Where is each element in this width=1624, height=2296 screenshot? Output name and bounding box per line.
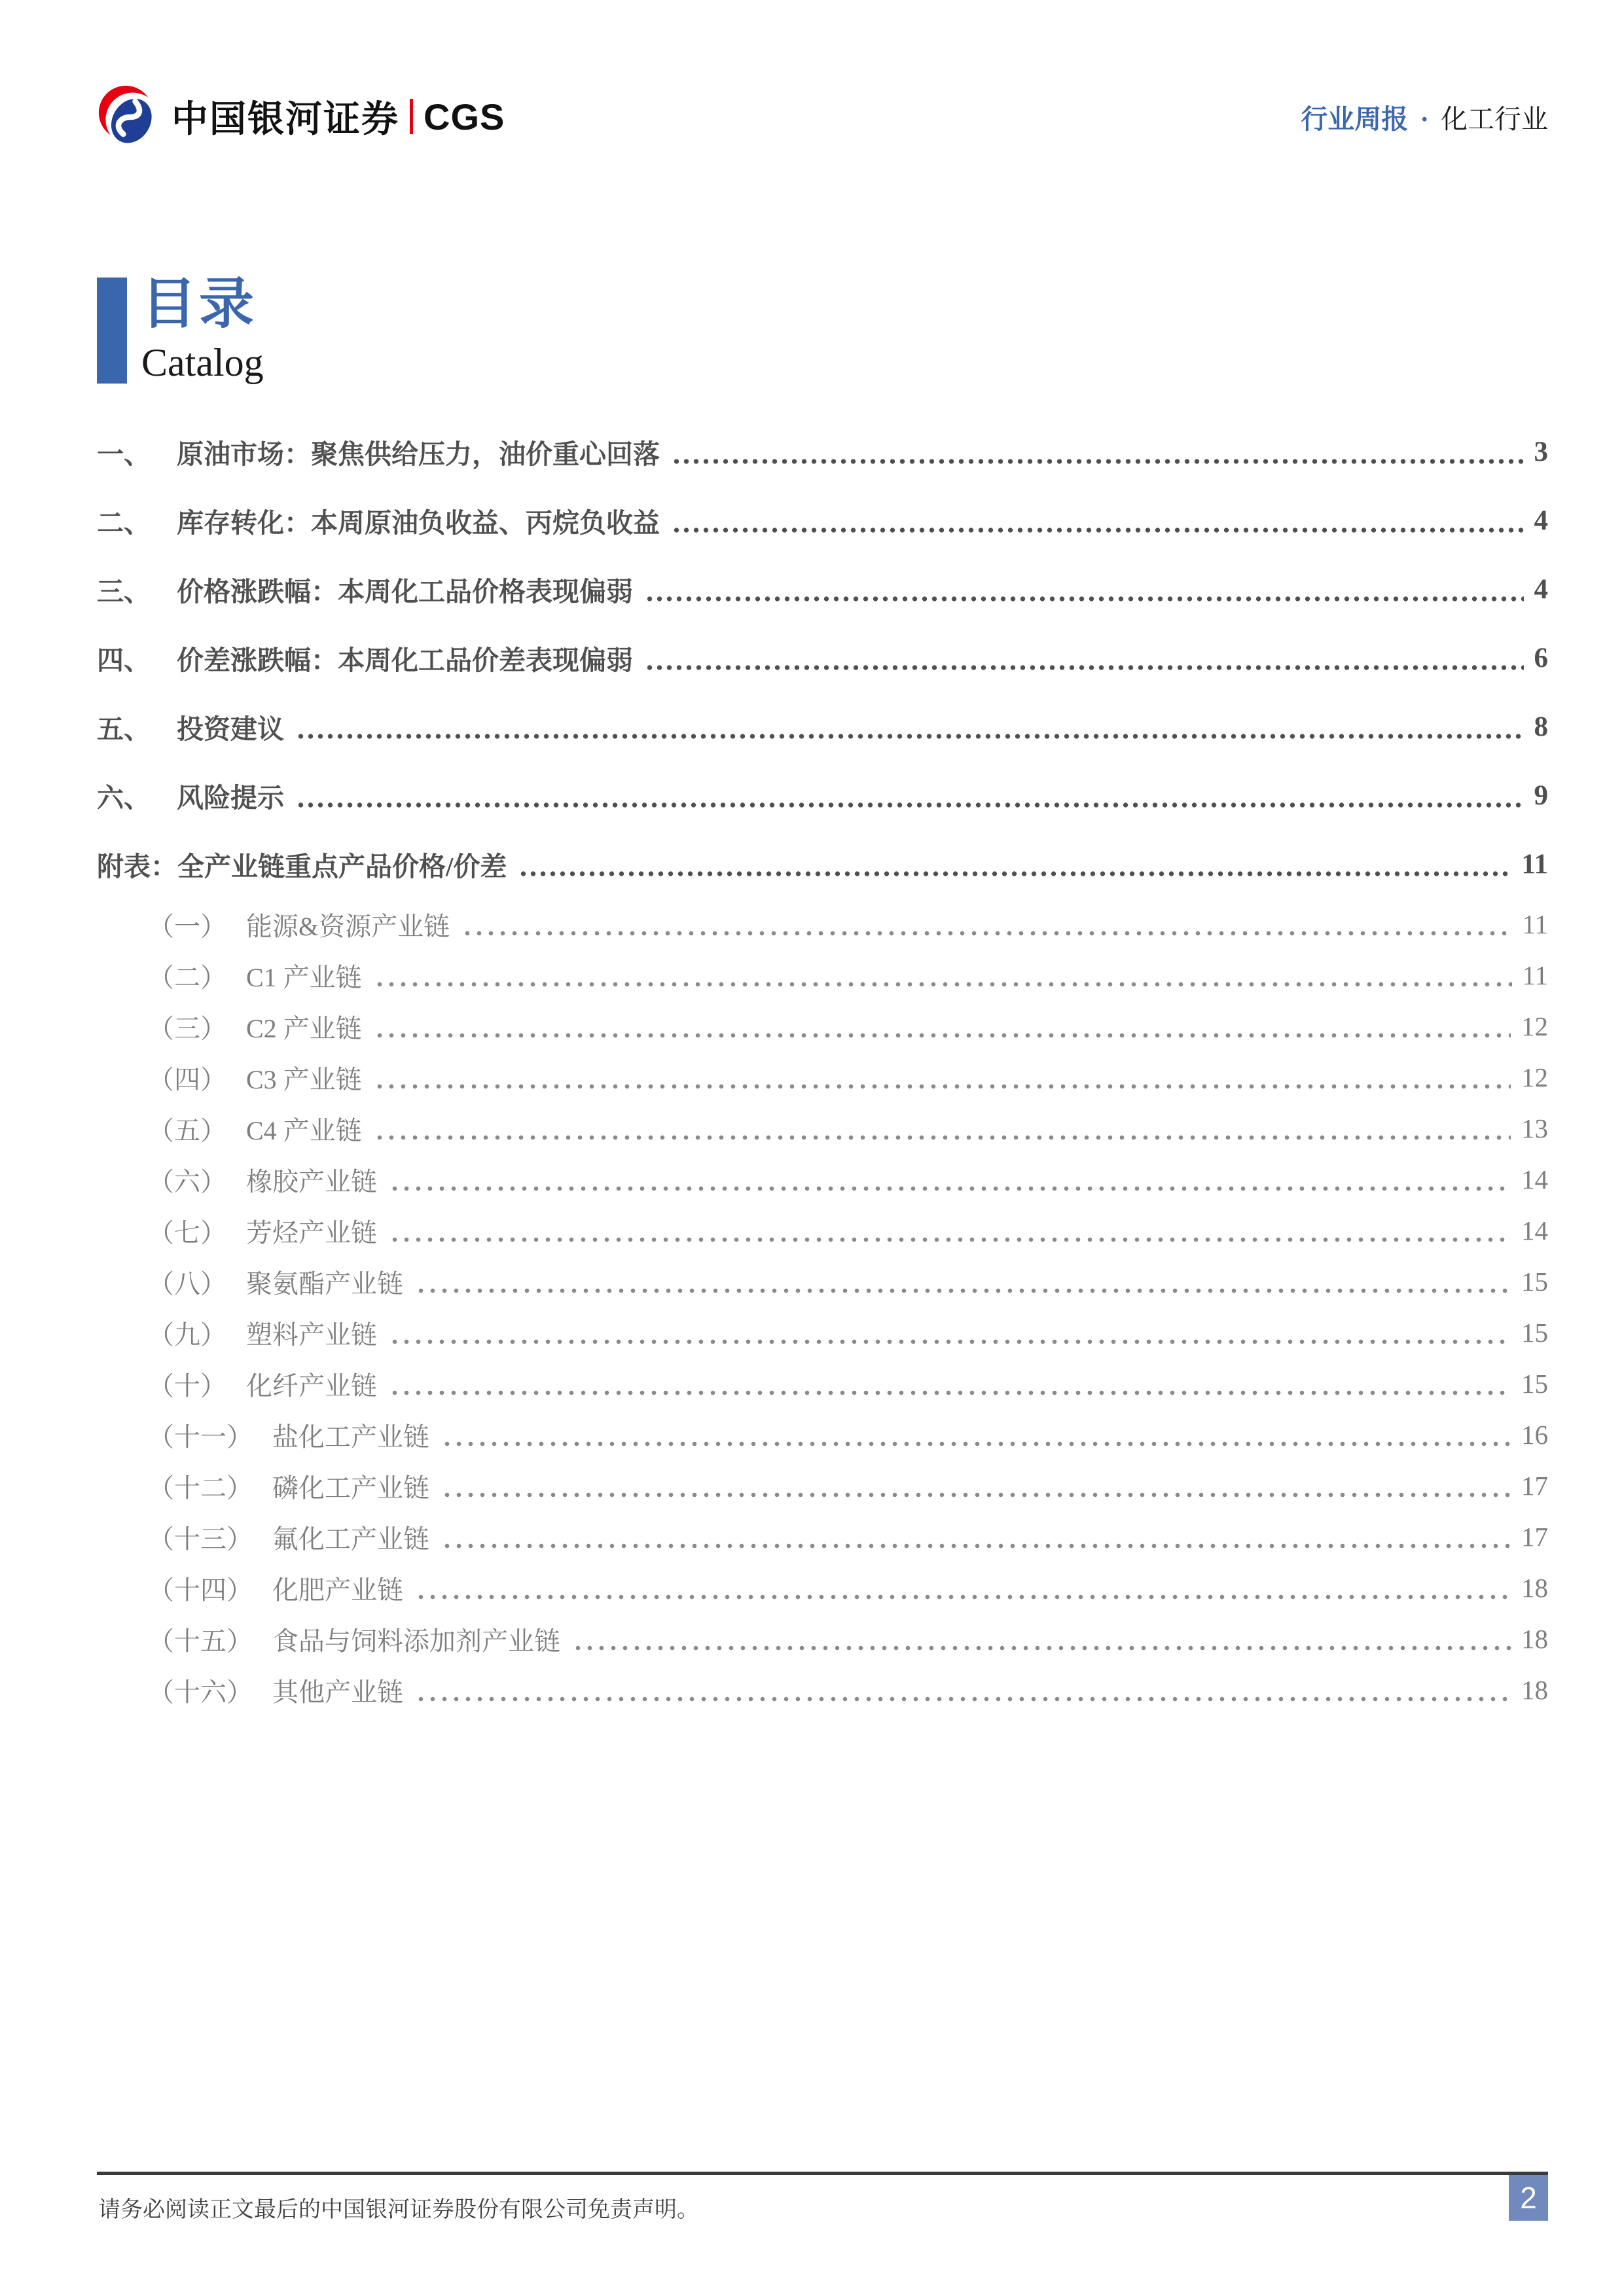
page-number-badge: 2	[1509, 2175, 1548, 2221]
toc-sub-entry[interactable]	[97, 1307, 1548, 1358]
toc-entry-label: 投资建议	[177, 714, 284, 744]
toc-entry-number: 五、	[97, 714, 151, 744]
toc-sub-entry[interactable]	[97, 1256, 1548, 1307]
toc-entry-label: 附表：全产业链重点产品价格/价差	[97, 852, 507, 882]
toc-entry-page-number: 17	[1521, 1471, 1548, 1501]
toc-dot-leader	[415, 1696, 1511, 1702]
toc-dot-leader	[374, 1032, 1511, 1039]
toc-dot-leader	[296, 802, 1524, 808]
toc-entry-label: 氟化工产业链	[272, 1524, 429, 1554]
separator-dot: ·	[1420, 103, 1429, 134]
table-of-contents	[97, 418, 1548, 1715]
toc-entry-number: （八）	[148, 1268, 226, 1299]
footer-divider	[97, 2172, 1548, 2175]
toc-entry-label: 塑料产业链	[246, 1319, 377, 1350]
toc-entry-number: （十四）	[148, 1575, 253, 1605]
toc-entry-page-number: 11	[1521, 849, 1548, 880]
catalog-title-block	[97, 274, 264, 384]
toc-entry-label: 橡胶产业链	[246, 1166, 377, 1196]
brand-logo	[97, 85, 505, 148]
toc-entry-page-number: 9	[1534, 780, 1548, 811]
toc-entry[interactable]	[97, 761, 1548, 830]
toc-entry-page-number: 14	[1521, 1164, 1548, 1194]
toc-entry-page-number: 6	[1534, 643, 1548, 673]
toc-entry[interactable]	[97, 486, 1548, 555]
toc-dot-leader	[389, 1338, 1511, 1345]
toc-entry-page-number: 12	[1521, 1062, 1548, 1092]
page-header	[97, 77, 1548, 156]
toc-sub-entry[interactable]	[97, 1613, 1548, 1664]
toc-sub-entry[interactable]	[97, 1001, 1548, 1052]
toc-entry-label: 盐化工产业链	[272, 1422, 429, 1452]
toc-sub-entry[interactable]	[97, 1562, 1548, 1613]
toc-entry-page-number: 3	[1534, 437, 1548, 467]
toc-entry-page-number: 14	[1521, 1215, 1548, 1246]
page-title: 目录	[141, 274, 257, 335]
toc-entry-label: 原油市场：聚焦供给压力，油价重心回落	[177, 439, 660, 469]
page-title-en: Catalog	[141, 341, 264, 384]
toc-entry-label: C1 产业链	[246, 962, 362, 992]
toc-sub-entry[interactable]	[97, 1052, 1548, 1103]
toc-entry-label: C2 产业链	[246, 1013, 362, 1043]
toc-entry-page-number: 4	[1534, 574, 1548, 605]
logo-text-cn: 中国银河证券	[171, 98, 399, 139]
toc-entry-number: 二、	[97, 508, 151, 538]
toc-entry-number: （三）	[148, 1013, 226, 1043]
toc-entry-label: C3 产业链	[246, 1064, 362, 1094]
toc-sub-entry[interactable]	[97, 1409, 1548, 1460]
toc-entry-label: 风险提示	[177, 783, 284, 813]
toc-entry-label: 价格涨跌幅：本周化工品价格表现偏弱	[177, 577, 633, 607]
toc-dot-leader	[461, 930, 1511, 937]
toc-entry-label: 能源&资源产业链	[246, 911, 450, 941]
toc-dot-leader	[374, 981, 1512, 988]
toc-dot-leader	[672, 458, 1524, 465]
toc-dot-leader	[296, 733, 1524, 740]
logo-text-en: CGS	[424, 96, 505, 137]
toc-sub-entry[interactable]	[97, 1154, 1548, 1205]
toc-entry-number: （十一）	[148, 1422, 253, 1452]
toc-entry-label: 磷化工产业链	[272, 1473, 429, 1503]
toc-sub-entry[interactable]	[97, 1205, 1548, 1256]
toc-entry-number: （十六）	[148, 1677, 253, 1707]
toc-entry-page-number: 17	[1521, 1522, 1548, 1552]
toc-dot-leader	[441, 1441, 1511, 1447]
toc-sub-entry[interactable]	[97, 1103, 1548, 1154]
toc-entry[interactable]	[97, 830, 1548, 899]
footer-disclaimer: 请务必阅读正文最后的中国银河证券股份有限公司免责声明。	[98, 2197, 699, 2222]
toc-entry-page-number: 16	[1521, 1420, 1548, 1450]
toc-entry-number: （十五）	[148, 1626, 253, 1656]
toc-entry-number: 一、	[97, 439, 151, 469]
toc-entry-label: 聚氨酯产业链	[246, 1268, 403, 1299]
logo-divider	[410, 99, 413, 134]
toc-entry-page-number: 15	[1521, 1318, 1548, 1348]
toc-entry-number: （七）	[148, 1217, 226, 1247]
toc-dot-leader	[415, 1287, 1511, 1294]
toc-sub-entry[interactable]	[97, 899, 1548, 950]
toc-entry-label: 库存转化：本周原油负收益、丙烷负收益	[177, 508, 660, 538]
toc-sub-entry[interactable]	[97, 1358, 1548, 1409]
toc-entry-label: 价差涨跌幅：本周化工品价差表现偏弱	[177, 645, 633, 675]
toc-entry-page-number: 8	[1534, 711, 1548, 742]
toc-entry[interactable]	[97, 624, 1548, 692]
toc-entry-label: C4 产业链	[246, 1115, 362, 1145]
toc-dot-leader	[374, 1083, 1511, 1090]
toc-entry-number: （二）	[148, 962, 226, 992]
toc-entry-number: （十二）	[148, 1473, 253, 1503]
toc-dot-leader	[572, 1645, 1511, 1651]
toc-entry-number: 六、	[97, 783, 151, 813]
toc-entry-page-number: 15	[1521, 1369, 1548, 1399]
toc-entry-page-number: 11	[1522, 909, 1548, 939]
toc-entry-number: （一）	[148, 911, 226, 941]
toc-dot-leader	[441, 1492, 1511, 1498]
title-accent-bar	[97, 278, 127, 384]
toc-entry-number: （九）	[148, 1319, 226, 1350]
toc-entry-page-number: 15	[1521, 1266, 1548, 1297]
toc-sub-entry[interactable]	[97, 950, 1548, 1001]
toc-sub-entry[interactable]	[97, 1664, 1548, 1715]
toc-entry-label: 化肥产业链	[272, 1575, 403, 1605]
toc-dot-leader	[645, 664, 1524, 671]
toc-entry-page-number: 13	[1521, 1113, 1548, 1143]
toc-entry[interactable]	[97, 692, 1548, 761]
toc-dot-leader	[518, 870, 1511, 877]
toc-entry[interactable]	[97, 418, 1548, 486]
toc-entry-page-number: 4	[1534, 505, 1548, 536]
toc-entry-label: 其他产业链	[272, 1677, 403, 1707]
report-type-header	[1301, 98, 1548, 136]
toc-dot-leader	[415, 1594, 1511, 1600]
toc-entry-number: （五）	[148, 1115, 226, 1145]
toc-dot-leader	[441, 1543, 1511, 1549]
toc-dot-leader	[389, 1390, 1511, 1396]
toc-entry-label: 食品与饲料添加剂产业链	[272, 1626, 560, 1656]
toc-entry-label: 化纤产业链	[246, 1371, 377, 1401]
toc-entry-number: 三、	[97, 577, 151, 607]
toc-entry-number: 四、	[97, 645, 151, 675]
toc-entry-page-number: 18	[1521, 1573, 1548, 1603]
toc-entry-number: （六）	[148, 1166, 226, 1196]
toc-dot-leader	[389, 1236, 1511, 1243]
doc-type-label: 行业周报	[1301, 103, 1409, 134]
toc-dot-leader	[389, 1185, 1511, 1192]
toc-sub-entry[interactable]	[97, 1460, 1548, 1511]
toc-entry[interactable]	[97, 555, 1548, 624]
industry-label: 化工行业	[1441, 103, 1548, 134]
toc-entry-number: （十三）	[148, 1524, 253, 1554]
toc-entry-number: （十）	[148, 1371, 226, 1401]
toc-sub-entry[interactable]	[97, 1511, 1548, 1562]
toc-dot-leader	[672, 527, 1524, 533]
toc-entry-page-number: 12	[1521, 1011, 1548, 1041]
toc-entry-number: （四）	[148, 1064, 226, 1094]
toc-entry-page-number: 18	[1521, 1675, 1548, 1705]
toc-dot-leader	[374, 1134, 1511, 1141]
toc-entry-label: 芳烃产业链	[246, 1217, 377, 1247]
toc-dot-leader	[645, 596, 1524, 602]
galaxy-logo-icon	[97, 85, 160, 148]
toc-entry-page-number: 18	[1521, 1624, 1548, 1654]
toc-entry-page-number: 11	[1522, 960, 1548, 990]
